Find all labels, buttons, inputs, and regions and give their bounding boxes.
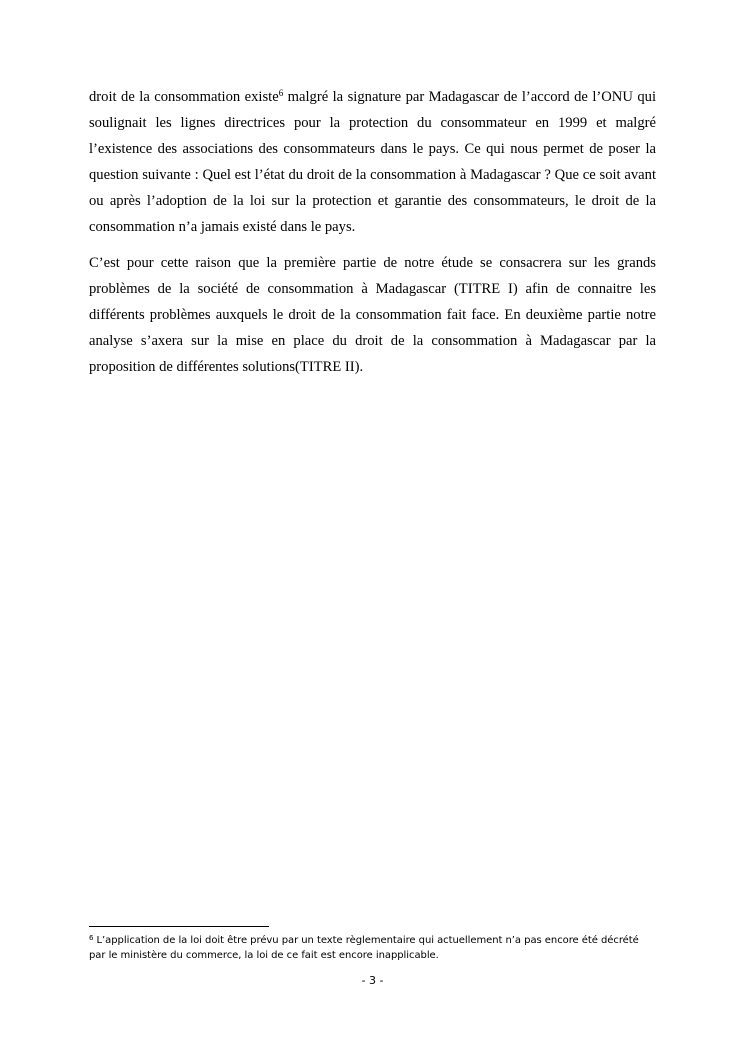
body-text xyxy=(89,84,656,390)
footnote-reference[interactable]: 6 xyxy=(278,88,284,98)
paragraph-1-rest: malgré la signature par Madagascar de l’accord de l’ONU qui soulignait les lignes directrices pour la protection du consommateur en 1999 et malgré l’existence des associations des consommateurs dans le pays. Ce qui nous permet de poser la question suivante : Quel est l’état du droit de la consommation à Madagascar ? Que ce soit avant ou après l’adoption de la loi sur la protection et garantie des consommateurs, le droit de la consommation n’a jamais existé dans le pays. xyxy=(89,89,656,235)
page-number: - 3 - xyxy=(361,974,384,987)
footnote xyxy=(89,933,656,963)
footnote-separator xyxy=(89,926,269,927)
footnote-text: L’application de la loi doit être prévu par un texte règlementaire qui actuellement n’a pas encore été décrété par le ministère du commerce, la loi de ce fait est encore inapplicable. xyxy=(89,935,639,961)
paragraph-2: C’est pour cette raison que la première partie de notre étude se consacrera sur les grands problèmes de la société de consommation à Madagascar (TITRE I) afin de connaitre les différents problèmes auxquels le droit de la consommation fait face. En deuxième partie notre analyse s’axera sur la mise en place du droit de la consommation à Madagascar par la proposition de différentes solutions(TITRE II). xyxy=(89,255,656,375)
paragraph-1 xyxy=(89,84,656,240)
paragraph-1-start: droit de la consommation existe xyxy=(89,89,279,105)
footnote-number: 6 xyxy=(89,934,94,942)
